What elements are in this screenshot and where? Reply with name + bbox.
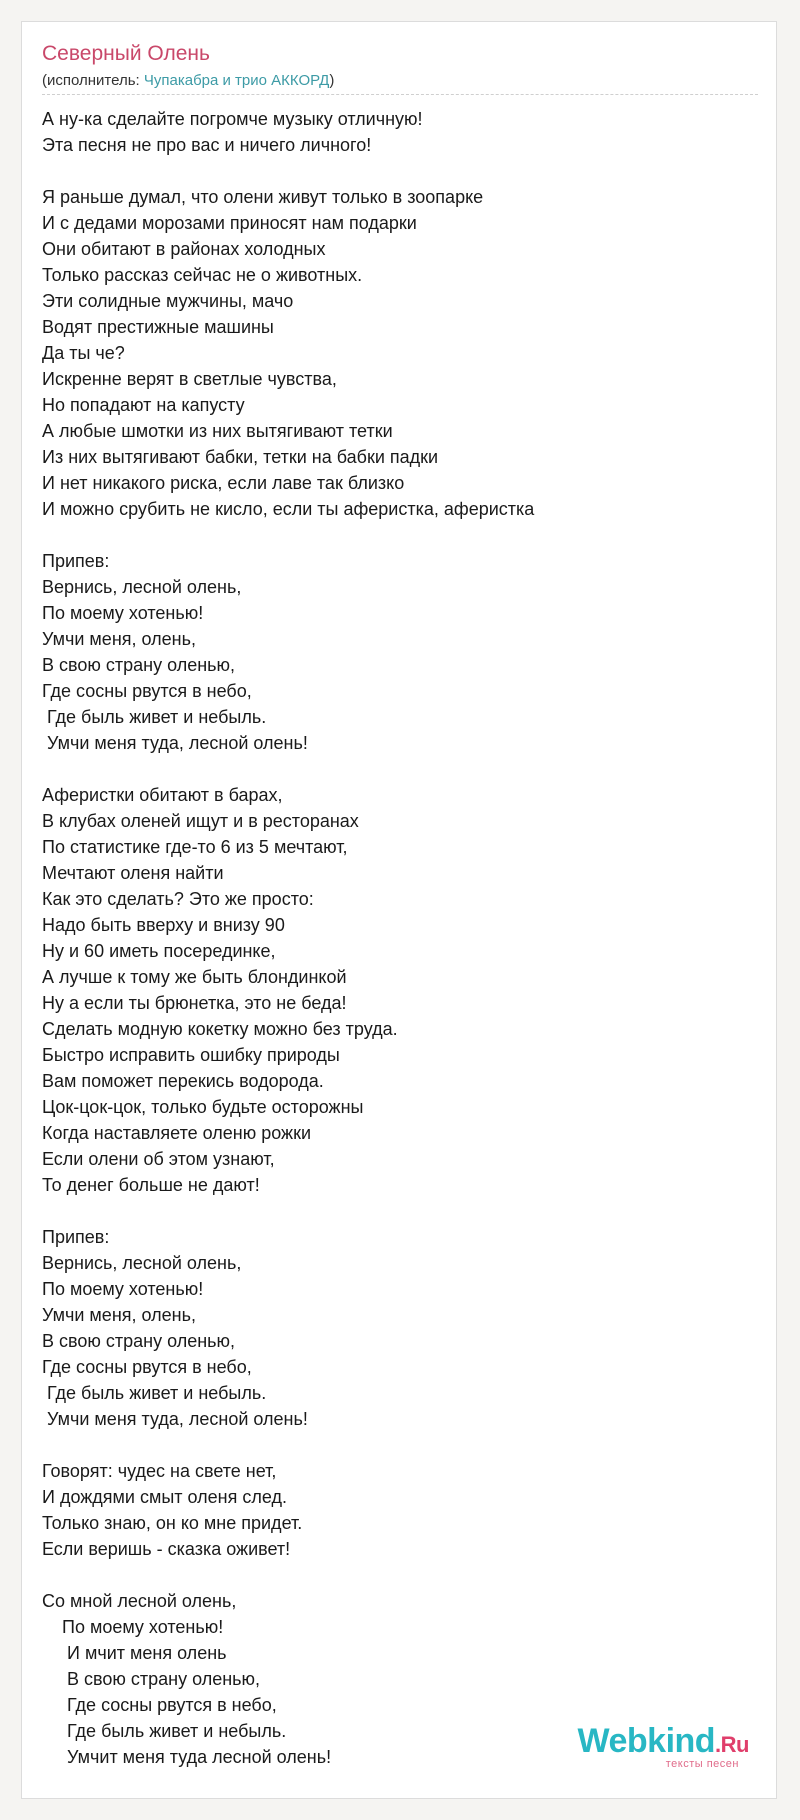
lyric-line — [42, 1198, 758, 1224]
lyric-line: По статистике где-то 6 из 5 мечтают, — [42, 837, 348, 857]
lyric-line: Они обитают в районах холодных — [42, 239, 326, 259]
lyric-line — [42, 1432, 758, 1458]
lyric-line: И с дедами морозами приносят нам подарки — [42, 213, 417, 233]
artist-line — [42, 72, 334, 90]
lyric-line: А лучше к тому же быть блондинкой — [42, 967, 347, 987]
lyric-line: И нет никакого риска, если лаве так близко — [42, 473, 405, 493]
lyric-line: По моему хотенью! — [42, 603, 204, 623]
lyric-line: Мечтают оленя найти — [42, 863, 224, 883]
lyrics-text — [42, 106, 758, 1770]
lyric-line: Умчи меня туда, лесной олень! — [42, 733, 308, 753]
lyric-line — [42, 1562, 758, 1588]
lyric-line: Где быль живет и небыль. — [42, 1721, 287, 1741]
lyric-line: Надо быть вверху и внизу 90 — [42, 915, 285, 935]
lyric-line — [42, 756, 758, 782]
logo-subtitle: тексты песен — [665, 1758, 739, 1770]
lyric-line — [42, 522, 758, 548]
lyric-line: Водят престижные машины — [42, 317, 274, 337]
lyric-line: Умчи меня, олень, — [42, 629, 196, 649]
song-title: Северный Олень — [42, 42, 210, 65]
lyric-line: Искренне верят в светлые чувства, — [42, 369, 337, 389]
artist-suffix: ) — [329, 72, 335, 89]
lyrics-card — [21, 21, 777, 1799]
lyric-line: Если олени об этом узнают, — [42, 1149, 275, 1169]
lyric-line: А ну-ка сделайте погромче музыку отличную! — [42, 109, 423, 129]
lyric-line: Только знаю, он ко мне придет. — [42, 1513, 303, 1533]
logo-main-text: Webkind — [577, 1722, 716, 1760]
lyric-line: Ну и 60 иметь посерединке, — [42, 941, 276, 961]
lyric-line: А любые шмотки из них вытягивают тетки — [42, 421, 393, 441]
lyric-line: Из них вытягивают бабки, тетки на бабки падки — [42, 447, 439, 467]
lyric-line: И можно срубить не кисло, если ты аферистка, аферистка — [42, 499, 535, 519]
lyric-line: Цок-цок-цок, только будьте осторожны — [42, 1097, 364, 1117]
lyric-line: Где сосны рвутся в небо, — [42, 1695, 277, 1715]
lyric-line: Но попадают на капусту — [42, 395, 245, 415]
lyric-line: По моему хотенью! — [42, 1279, 204, 1299]
lyric-line: Умчи меня, олень, — [42, 1305, 196, 1325]
lyric-line: В свою страну оленью, — [42, 1669, 261, 1689]
lyric-line: Только рассказ сейчас не о животных. — [42, 265, 363, 285]
lyric-line: По моему хотенью! — [42, 1617, 224, 1637]
lyric-line: Эта песня не про вас и ничего личного! — [42, 135, 372, 155]
lyric-line: То денег больше не дают! — [42, 1175, 260, 1195]
title-divider — [42, 94, 758, 95]
lyric-line: Умчи меня туда, лесной олень! — [42, 1409, 308, 1429]
lyric-line: Эти солидные мужчины, мачо — [42, 291, 294, 311]
lyric-line: Где сосны рвутся в небо, — [42, 681, 252, 701]
lyric-line: Вернись, лесной олень, — [42, 1253, 242, 1273]
lyric-line: Когда наставляете оленю рожки — [42, 1123, 311, 1143]
lyric-line: Ну а если ты брюнетка, это не беда! — [42, 993, 347, 1013]
lyric-line: Если веришь - сказка оживет! — [42, 1539, 291, 1559]
lyric-line: Да ты че? — [42, 343, 125, 363]
lyric-line: Аферистки обитают в барах, — [42, 785, 283, 805]
lyric-line: Вернись, лесной олень, — [42, 577, 242, 597]
lyric-line: Сделать модную кокетку можно без труда. — [42, 1019, 398, 1039]
lyric-line: Где сосны рвутся в небо, — [42, 1357, 252, 1377]
lyric-line: И мчит меня олень — [42, 1643, 227, 1663]
lyric-line: Припев: — [42, 1227, 110, 1247]
artist-prefix: (исполнитель: — [42, 72, 144, 89]
lyric-line: Говорят: чудес на свете нет, — [42, 1461, 277, 1481]
lyric-line: Как это сделать? Это же просто: — [42, 889, 314, 909]
lyric-line: В свою страну оленью, — [42, 655, 236, 675]
lyric-line: И дождями смыт оленя след. — [42, 1487, 287, 1507]
lyric-line: Со мной лесной олень, — [42, 1591, 237, 1611]
lyric-line: Припев: — [42, 551, 110, 571]
lyric-line: Умчит меня туда лесной олень! — [42, 1747, 332, 1767]
lyric-line: Быстро исправить ошибку природы — [42, 1045, 340, 1065]
site-logo[interactable] — [559, 1722, 749, 1772]
lyric-line: Я раньше думал, что олени живут только в зоопарке — [42, 187, 484, 207]
lyric-line: Где быль живет и небыль. — [42, 1383, 267, 1403]
lyric-line: В свою страну оленью, — [42, 1331, 236, 1351]
logo-tld: .Ru — [715, 1732, 749, 1757]
lyric-line: Вам поможет перекись водорода. — [42, 1071, 324, 1091]
artist-link[interactable]: Чупакабра и трио АККОРД — [143, 72, 330, 89]
lyric-line — [42, 158, 758, 184]
lyric-line: Где быль живет и небыль. — [42, 707, 267, 727]
lyric-line: В клубах оленей ищут и в ресторанах — [42, 811, 359, 831]
